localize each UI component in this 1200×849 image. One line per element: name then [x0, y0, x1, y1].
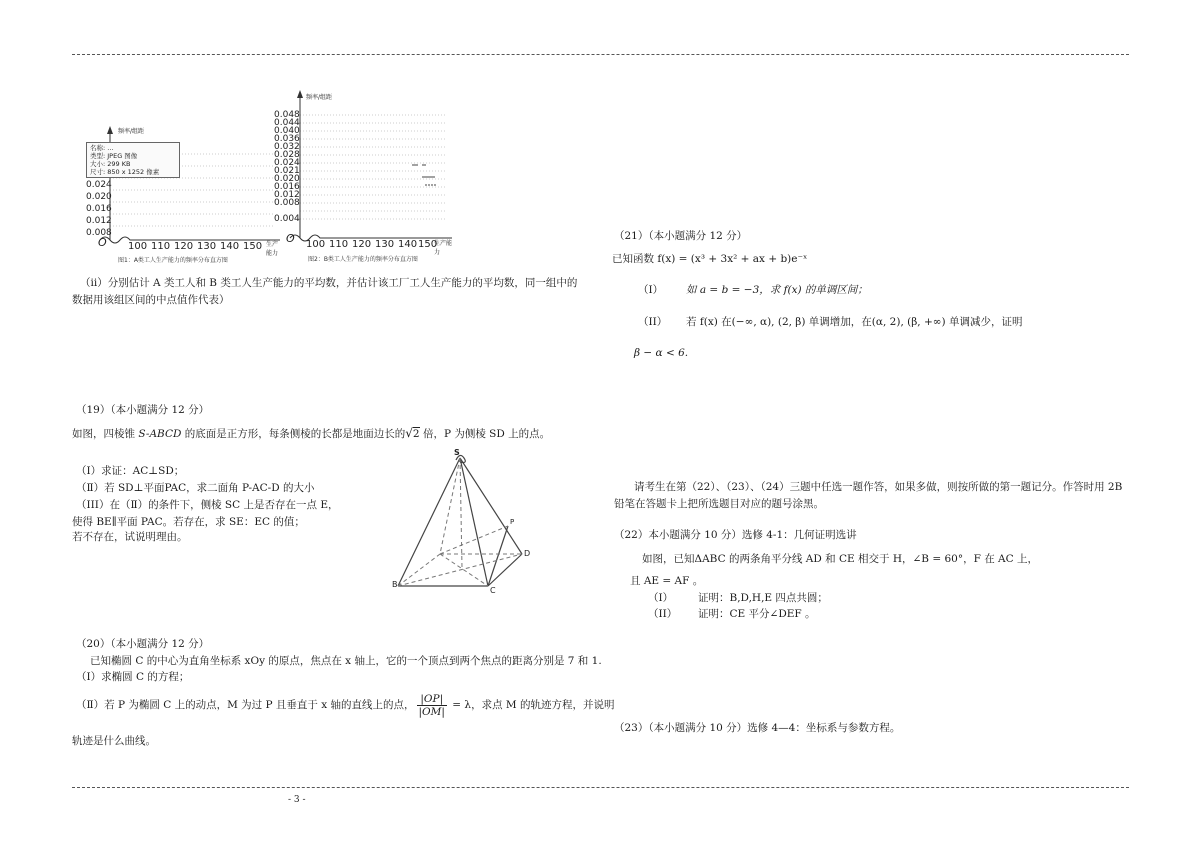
q18-part-ii-line1: （ii）分别估计 A 类工人和 B 类工人生产能力的平均数，并估计该工厂工人生产能力的平均数，同一组中的: [80, 277, 578, 289]
q22-header: （22）本小题满分 10 分）选修 4-1：几何证明选讲: [614, 529, 857, 541]
q22-part-1: 证明：B,D,H,E 四点共圆；: [698, 592, 828, 604]
note-line1: 请考生在第（22）、（23）、（24）三题中任选一题作答，如果多做，则按所做的第一题记分。作答时用 2B: [634, 481, 1123, 493]
y-tick: 0.040: [274, 126, 300, 136]
q19-part-4: 使得 BE∥平面 PAC。若存在，求 SE：EC 的值；: [72, 516, 305, 528]
vertex-label: D: [524, 549, 531, 558]
q22-part-2: 证明：CE 平分∠DEF 。: [698, 608, 816, 620]
y-tick: 0.012: [274, 190, 300, 200]
chart-b-ylabel: 频率/组距: [306, 94, 333, 101]
y-tick: 0.044: [274, 118, 300, 128]
page-number: - 3 -: [288, 795, 306, 805]
chart-b-caption: 图2：B类工人生产能力的频率分布直方图: [308, 256, 418, 263]
q22-part-1-label: （I）: [648, 592, 674, 604]
top-rule: [72, 54, 1129, 55]
q21-part-2-label: （II）: [638, 316, 668, 328]
q20-header: （20）（本小题满分 12 分）: [76, 638, 210, 650]
y-tick: 0.028: [274, 150, 300, 160]
note-line2: 铅笔在答题卡上把所选题目对应的题号涂黑。: [614, 498, 824, 510]
bottom-rule: [72, 787, 1129, 788]
q19-intro: [72, 426, 550, 441]
chart-a-xlabel: 生产能力: [266, 241, 279, 257]
y-tick: 0.024: [86, 180, 112, 190]
y-tick: 0.016: [274, 182, 300, 192]
q18-part-ii-line2: 数据用该组区间的中点值作代表）: [72, 294, 230, 306]
q20-part-1: （Ⅰ）求椭圆 C 的方程；: [76, 671, 190, 683]
chart-a-ylabel: 频率/组距: [118, 128, 145, 135]
y-tick: 0.020: [86, 192, 112, 202]
image-info-tooltip: [86, 142, 180, 178]
y-tick: 0.020: [274, 174, 300, 184]
q19-part-5: 若不存在，试说明理由。: [72, 531, 188, 543]
q20-part-2a: （Ⅱ）若 P 为椭圆 C 上的动点，M 为过 P 且垂直于 x 轴的直线上的点，: [76, 699, 415, 711]
q21-intro: 已知函数 f(x) = (x³ + 3x² + ax + b)e⁻ˣ: [612, 253, 808, 265]
q20-intro: 已知椭圆 C 的中心为直角坐标系 xOy 的原点，焦点在 x 轴上，它的一个顶点到两个焦点的距离分别是 7 和 1.: [90, 655, 602, 667]
x-tick: 150: [418, 239, 438, 250]
vertex-label: P: [510, 518, 515, 526]
vertex-label: S: [454, 448, 460, 457]
tooltip-line: 大小: 299 KB: [90, 160, 131, 168]
q22-part-2-label: （II）: [648, 608, 678, 620]
x-tick: 130: [197, 241, 217, 252]
chart-a-histogram: [80, 120, 280, 264]
x-tick: 120: [174, 241, 194, 252]
q19-intro-d: 倍，P 为侧棱 SD 上的点。: [419, 428, 551, 440]
vertex-label: C: [490, 586, 496, 595]
q21-part-3: β − α < 6.: [634, 347, 689, 359]
q21-part-2: 若 f(x) 在(−∞, α), (2, β) 单调增加，在(α, 2), (β, +∞) 单调减少，证明: [686, 316, 1023, 328]
y-tick: 0.016: [86, 204, 112, 214]
sqrt-sign: √: [405, 426, 413, 440]
q19-intro-b: S-ABCD: [138, 428, 182, 440]
q19-part-1: （Ⅰ）求证：AC⊥SD；: [76, 465, 185, 477]
y-tick: 0.008: [86, 228, 112, 238]
tooltip-line: 尺寸: 850 x 1252 像素: [90, 168, 160, 176]
y-tick: 0.048: [274, 110, 300, 120]
y-tick: 0.024: [274, 158, 300, 168]
y-tick: 0.008: [274, 198, 300, 208]
q21-part-1-label: （I）: [638, 284, 664, 296]
q20-part-3: 轨迹是什么曲线。: [72, 735, 156, 747]
q19-header: （19）（本小题满分 12 分）: [76, 404, 210, 416]
x-tick: 110: [151, 241, 171, 252]
q21-part-1: 如 a = b = −3，求 f(x) 的单调区间；: [686, 284, 868, 296]
chart-b-xlabel: 生产能力: [434, 240, 453, 256]
x-tick: 150: [243, 241, 263, 252]
fraction-denominator: |OM|: [418, 705, 445, 718]
chart-b-origin: O: [286, 232, 295, 245]
y-tick: 0.036: [274, 134, 300, 144]
x-tick: 130: [375, 239, 395, 250]
y-tick: 0.004: [274, 214, 300, 224]
vertex-label: B: [392, 580, 398, 589]
chart-a-origin: O: [98, 236, 107, 249]
x-tick: 140: [220, 241, 240, 252]
q20-part-2b: = λ，求点 M 的轨迹方程，并说明: [448, 699, 615, 711]
y-tick: 0.021: [274, 166, 300, 176]
pyramid-figure: [390, 448, 540, 598]
chart-a-caption: 图1：A类工人生产能力的频率分布直方图: [118, 257, 228, 264]
x-tick: 140: [398, 239, 418, 250]
q19-intro-sqrt: 2: [412, 428, 420, 440]
y-tick: 0.012: [86, 216, 112, 226]
tooltip-line: 名称: ...: [90, 144, 114, 152]
q19-intro-c: 的底面是正方形，每条侧棱的长都是地面边长的: [181, 428, 406, 440]
q19-part-2: （Ⅱ）若 SD⊥平面PAC，求二面角 P-AC-D 的大小: [76, 482, 315, 494]
chart-b-histogram: [272, 88, 453, 263]
q23-header: （23）（本小题满分 10 分）选修 4—4：坐标系与参数方程。: [614, 722, 901, 734]
q20-ratio-fraction: [417, 693, 447, 718]
tooltip-line: 类型: JPEG 图像: [90, 152, 138, 160]
q19-part-3: （III）在（Ⅱ）的条件下，侧棱 SC 上是否存在一点 E，: [76, 499, 339, 511]
q22-condition: 且 AE = AF 。: [630, 575, 704, 587]
q19-intro-a: 如图，四棱锥: [72, 428, 139, 440]
x-tick: 110: [329, 239, 349, 250]
q21-header: （21）（本小题满分 12 分）: [614, 230, 748, 242]
fraction-numerator: |OP|: [417, 693, 447, 706]
x-tick: 120: [352, 239, 372, 250]
x-tick: 100: [306, 239, 326, 250]
x-tick: 100: [128, 241, 148, 252]
q20-part-2: [76, 690, 615, 720]
q22-intro: 如图，已知ΔABC 的两条角平分线 AD 和 CE 相交于 H，∠B = 60°，F 在 AC 上，: [642, 553, 1039, 565]
y-tick: 0.032: [274, 142, 300, 152]
